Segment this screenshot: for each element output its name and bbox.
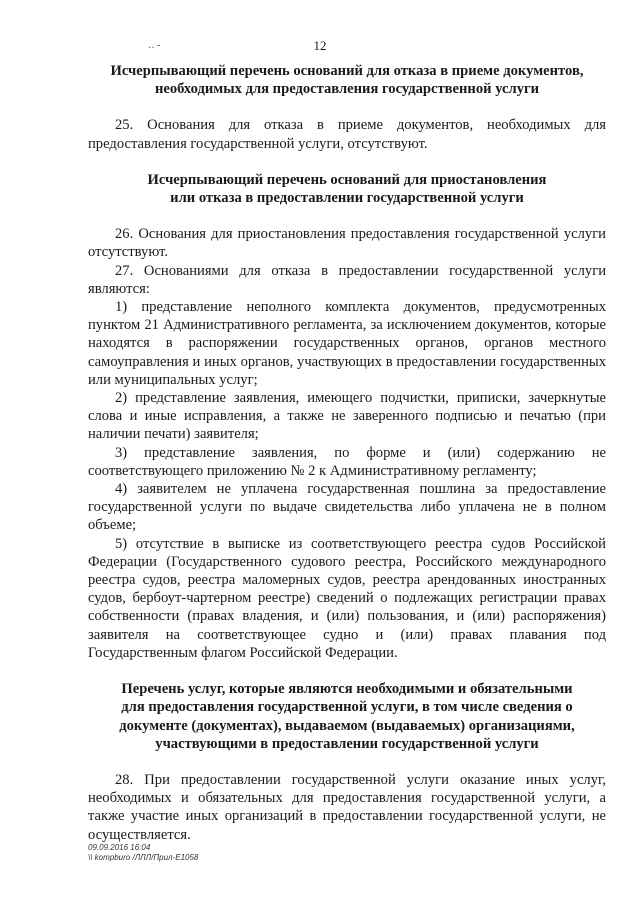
paragraph-25: 25. Основания для отказа в приеме документов, необходимых для предоставления государственной услуги, отсутствуют. (88, 117, 606, 152)
heading-line: или отказа в предоставлении государственной услуги (170, 190, 524, 207)
section-heading-3 (88, 680, 606, 753)
list-item-1: 1) представление неполного комплекта документов, предусмотренных пунктом 21 Административного регламента, за исключением документов, которые находятся в распоряжении государственных органов, органов местного самоуправления и иных органов, участвующих в предоставлении государственных или муниципальных услуг; (88, 299, 606, 388)
section-heading-1 (88, 62, 606, 98)
footer-print-info (88, 843, 198, 863)
scan-mark: ‥ - (148, 40, 161, 51)
section-heading-2 (88, 171, 606, 207)
heading-line: необходимых для предоставления государственной услуги (154, 81, 540, 98)
heading-line: Исчерпывающий перечень оснований для отказа в приеме документов, (110, 63, 584, 79)
heading-line: Исчерпывающий перечень оснований для приостановления (147, 171, 547, 188)
heading-line: документе (документах), выдаваемом (выдаваемых) организациями, (119, 717, 575, 734)
list-item-3: 3) представление заявления, по форме и (или) содержанию не соответствующего приложению № 2 к Административному регламенту; (88, 444, 606, 479)
print-timestamp: 09.09.2016 16:04 (88, 843, 151, 852)
file-path: \\ kompburo /ЛЛЛ/Прил-Е1058 (88, 853, 199, 862)
page-content (88, 60, 606, 844)
paragraph-27: 27. Основаниями для отказа в предоставлении государственной услуги являются: (88, 262, 606, 297)
list-item-4: 4) заявителем не уплачена государственная пошлина за предоставление государственной услуги по выдаче свидетельства либо уплачена не в полном объеме; (88, 481, 606, 534)
section-body-1 (88, 116, 606, 152)
list-item-5: 5) отсутствие в выписке из соответствующего реестра судов Российской Федерации (Государственного судового реестра, Российского международного реестра судов, реестра маломерных судов, реестра арендованных иностранных судов, бербоут-чартерном реестре) сведений о подлежащих регистрации правах собственности (правах владения, и (или) пользования, и (или) распоряжения) заявителя на соответствующее судно и (или) правах плавания под Государственным флагом Российской Федерации. (88, 535, 606, 661)
heading-line: Перечень услуг, которые являются необходимыми и обязательными (121, 681, 573, 698)
list-item-2: 2) представление заявления, имеющего подчистки, приписки, зачеркнутые слова и иные исправления, а также не заверенного подписью и печатью (при наличии печати) заявителя; (88, 390, 606, 443)
paragraph-26: 26. Основания для приостановления предоставления государственной услуги отсутствуют. (88, 226, 606, 261)
paragraph-28: 28. При предоставлении государственной услуги оказание иных услуг, необходимых и обязательных для предоставления государственной услуги, а также участие иных организаций в предоставлении государственной услуги, не осуществляется. (88, 771, 606, 843)
section-body-3 (88, 771, 606, 844)
page-number: 12 (313, 38, 327, 53)
heading-line: для предоставления государственной услуги, в том числе сведения о (121, 699, 573, 716)
heading-line: участвующими в предоставлении государственной услуги (155, 735, 539, 752)
section-body-2 (88, 225, 606, 662)
